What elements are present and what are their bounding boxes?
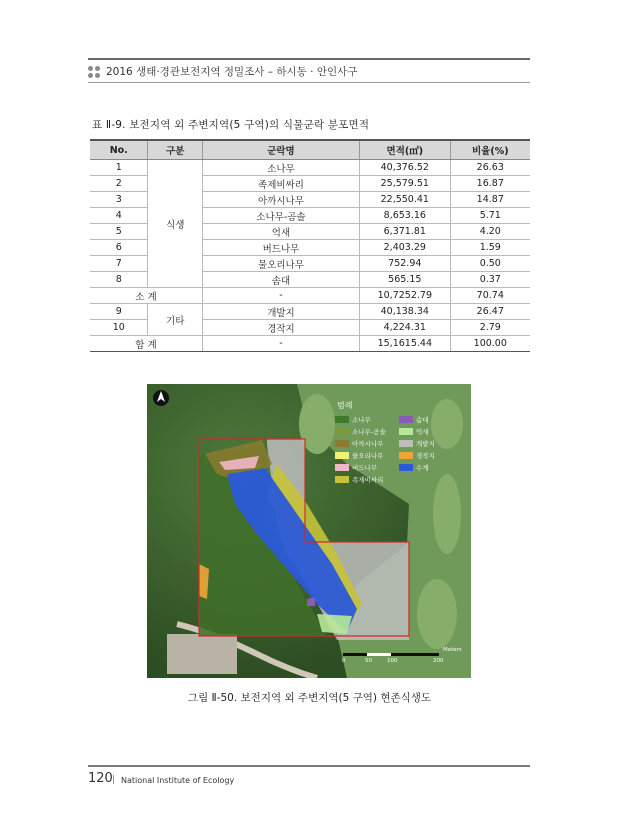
scale-unit: Meters (443, 647, 462, 653)
cell-name: 버드나무 (202, 240, 359, 256)
cell-area: 25,579.51 (360, 176, 451, 192)
legend-item (335, 415, 399, 424)
figure-caption: 그림 Ⅱ-50. 보전지역 외 주변지역(5 구역) 현존식생도 (187, 692, 432, 704)
cell-name: - (202, 336, 359, 352)
fairway (433, 474, 461, 554)
scale-tick: 200 (433, 658, 444, 664)
vegetation-area-table (90, 139, 530, 352)
legend-swatch (335, 464, 349, 471)
cell-group-vegetation: 식생 (148, 160, 202, 288)
cell-area: 565.15 (360, 272, 451, 288)
legend-item (335, 439, 399, 448)
cell-area: 22,550.41 (360, 192, 451, 208)
scale-tick: 0 (342, 658, 346, 664)
table-header-row (90, 140, 530, 160)
cell-subtotal-label: 소 계 (90, 288, 202, 304)
cell-area: 40,138.34 (360, 304, 451, 320)
cell-name: 족제비싸리 (202, 176, 359, 192)
cell-ratio: 26.47 (450, 304, 530, 320)
table-row (90, 160, 530, 176)
cell-no: 2 (90, 176, 148, 192)
cell-area: 752.94 (360, 256, 451, 272)
cell-ratio: 0.50 (450, 256, 530, 272)
cell-ratio: 100.00 (450, 336, 530, 352)
legend-item (335, 463, 399, 472)
legend-item (335, 475, 399, 484)
col-header-ratio: 비율(%) (450, 140, 530, 160)
cell-ratio: 4.20 (450, 224, 530, 240)
cell-name: 억새 (202, 224, 359, 240)
legend-swatch (335, 416, 349, 423)
cell-area: 40,376.52 (360, 160, 451, 176)
cell-ratio: 14.87 (450, 192, 530, 208)
legend-item (399, 451, 463, 460)
legend-item (399, 439, 463, 448)
cell-total-label: 합 계 (90, 336, 202, 352)
north-arrow-icon (153, 390, 169, 406)
cell-no: 6 (90, 240, 148, 256)
legend-label: 솜대 (416, 416, 429, 424)
scale-tick: 50 (365, 658, 372, 664)
header-rule-bottom (88, 82, 530, 83)
cell-area: 4,224.31 (360, 320, 451, 336)
legend-swatch (399, 428, 413, 435)
legend-label: 개발지 (416, 440, 435, 448)
legend-label: 경작지 (416, 452, 435, 460)
cell-area: 15,1615.44 (360, 336, 451, 352)
cell-ratio: 26.63 (450, 160, 530, 176)
cell-name: 소나무-곰솔 (202, 208, 359, 224)
legend-item (399, 427, 463, 436)
cell-area: 8,653.16 (360, 208, 451, 224)
legend-label: 소나무-곰솔 (352, 428, 386, 436)
zone-silver-grass (317, 614, 352, 634)
cell-no: 8 (90, 272, 148, 288)
legend-title: 범례 (337, 401, 353, 410)
legend-label: 버드나무 (352, 464, 378, 472)
legend-swatch (399, 440, 413, 447)
col-header-community: 군락명 (202, 140, 359, 160)
cell-name: 소나무 (202, 160, 359, 176)
header-dots-icon (88, 66, 100, 78)
fairway (417, 579, 457, 649)
cell-no: 1 (90, 160, 148, 176)
legend-swatch (399, 464, 413, 471)
cell-ratio: 16.87 (450, 176, 530, 192)
cell-ratio: 1.59 (450, 240, 530, 256)
table-caption: 표 Ⅱ-9. 보전지역 외 주변지역(5 구역)의 식물군락 분포면적 (92, 119, 370, 131)
cell-no: 3 (90, 192, 148, 208)
col-header-no: No. (90, 140, 148, 160)
legend-swatch (335, 428, 349, 435)
col-header-category: 구분 (148, 140, 202, 160)
cell-area: 10,7252.79 (360, 288, 451, 304)
legend-label: 소나무 (352, 416, 371, 424)
footer-separator: | (112, 775, 116, 785)
cell-ratio: 2.79 (450, 320, 530, 336)
cell-name: - (202, 288, 359, 304)
legend-label: 물오리나무 (352, 452, 384, 460)
legend-swatch (399, 452, 413, 459)
vegetation-map (147, 384, 471, 678)
cell-group-other: 기타 (148, 304, 202, 336)
legend-item (335, 427, 399, 436)
cell-area: 2,403.29 (360, 240, 451, 256)
cell-ratio: 70.74 (450, 288, 530, 304)
legend-swatch (399, 416, 413, 423)
legend-item (399, 415, 463, 424)
footer-org: National Institute of Ecology (121, 776, 235, 785)
table-row-subtotal (90, 288, 530, 304)
cell-no: 10 (90, 320, 148, 336)
legend-item (399, 463, 463, 472)
header-rule-top (88, 58, 530, 60)
legend-label: 수계 (416, 464, 429, 472)
legend-swatch (335, 440, 349, 447)
cell-name: 물오리나무 (202, 256, 359, 272)
buildings (167, 634, 237, 674)
table-row (90, 304, 530, 320)
map-legend (335, 400, 465, 484)
cell-no: 4 (90, 208, 148, 224)
cell-no: 5 (90, 224, 148, 240)
cell-ratio: 0.37 (450, 272, 530, 288)
cell-no: 9 (90, 304, 148, 320)
legend-swatch (335, 452, 349, 459)
cell-area: 6,371.81 (360, 224, 451, 240)
page-number: 120 (88, 771, 113, 786)
legend-items (335, 415, 465, 484)
legend-label: 족제비싸리 (352, 476, 384, 484)
running-header (88, 64, 357, 79)
legend-label: 억새 (416, 428, 429, 436)
table-row-total (90, 336, 530, 352)
cell-no: 7 (90, 256, 148, 272)
legend-swatch (335, 476, 349, 483)
scale-tick: 100 (387, 658, 398, 664)
legend-item (335, 451, 399, 460)
cell-name: 경작지 (202, 320, 359, 336)
footer-rule (88, 765, 530, 767)
header-title: 2016 생태·경관보전지역 정밀조사 – 하시동 · 안인사구 (106, 66, 358, 78)
cell-name: 개발지 (202, 304, 359, 320)
cell-ratio: 5.71 (450, 208, 530, 224)
col-header-area: 면적(㎡) (360, 140, 451, 160)
cell-name: 솜대 (202, 272, 359, 288)
cell-name: 아까시나무 (202, 192, 359, 208)
legend-label: 아까시나무 (352, 440, 384, 448)
